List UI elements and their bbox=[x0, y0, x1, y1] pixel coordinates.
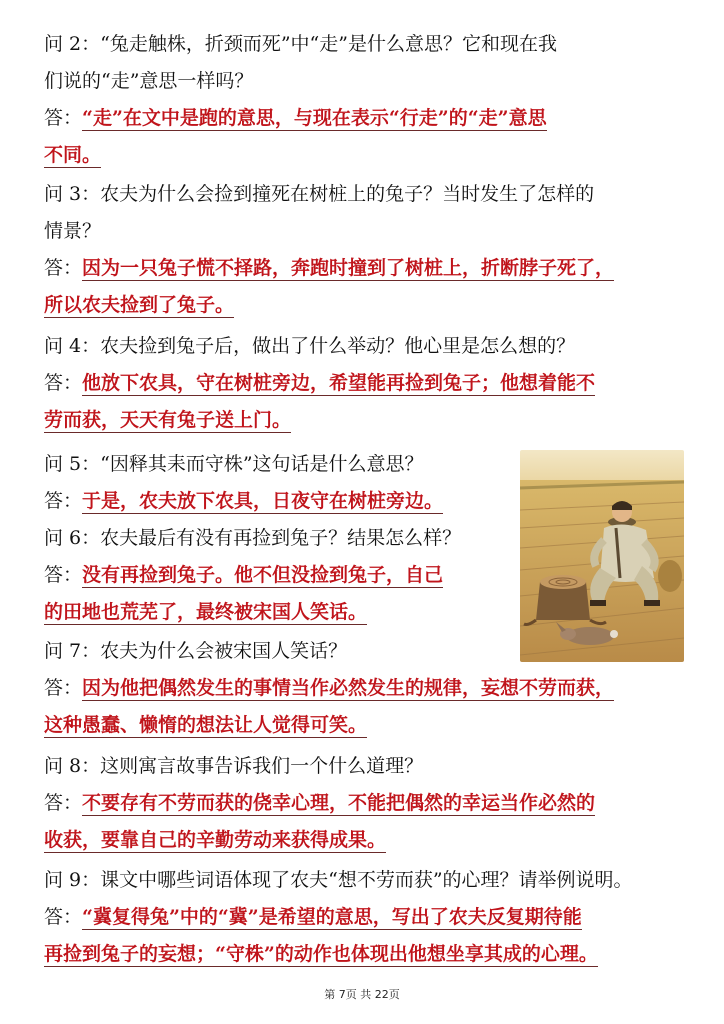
answer-6-text-1: 没有再捡到兔子。他不但没捡到兔子，自己 bbox=[82, 564, 444, 586]
answer-6-line-2 bbox=[44, 598, 367, 626]
answer-label: 答： bbox=[44, 490, 83, 512]
question-5-line-1: 问 5：“因释其耒而守株”这句话是什么意思？ bbox=[44, 453, 424, 475]
answer-4-text-1: 他放下农具，守在树桩旁边，希望能再捡到兔子；他想着能不 bbox=[82, 372, 596, 394]
question-2-line-2: 们说的“走”意思一样吗？ bbox=[44, 70, 254, 92]
answer-8-line-1 bbox=[44, 789, 595, 817]
answer-2-text-1: “走”在文中是跑的意思，与现在表示“行走”的“走”意思 bbox=[82, 107, 547, 129]
answer-9-text-2: 再捡到兔子的妄想；“守株”的动作也体现出他想坐享其成的心理。 bbox=[44, 943, 598, 965]
answer-7-text-2: 这种愚蠢、懒惰的想法让人觉得可笑。 bbox=[44, 714, 368, 736]
answer-label: 答： bbox=[44, 792, 83, 814]
question-2-line-1: 问 2：“兔走触株，折颈而死”中“走”是什么意思？它和现在我 bbox=[44, 33, 557, 55]
question-7-line-1: 问 7：农夫为什么会被宋国人笑话？ bbox=[44, 640, 348, 662]
answer-8-text-1: 不要存有不劳而获的侥幸心理，不能把偶然的幸运当作必然的 bbox=[82, 792, 596, 814]
question-3-line-2: 情景？ bbox=[44, 220, 102, 242]
answer-5-line-1 bbox=[44, 487, 443, 515]
answer-3-line-1 bbox=[44, 254, 614, 282]
answer-3-text-1: 因为一只兔子慌不择路，奔跑时撞到了树桩上，折断脖子死了， bbox=[82, 257, 615, 279]
answer-9-text-1: “冀复得兔”中的“冀”是希望的意思，写出了农夫反复期待能 bbox=[82, 906, 582, 928]
answer-9-line-1 bbox=[44, 903, 582, 931]
answer-6-text-2: 的田地也荒芜了，最终被宋国人笑话。 bbox=[44, 601, 368, 623]
answer-7-text-1: 因为他把偶然发生的事情当作必然发生的规律，妄想不劳而获， bbox=[82, 677, 615, 699]
answer-3-line-2 bbox=[44, 291, 234, 319]
question-6-line-1: 问 6：农夫最后有没有再捡到兔子？结果怎么样？ bbox=[44, 527, 462, 549]
answer-label: 答： bbox=[44, 906, 83, 928]
answer-9-line-2 bbox=[44, 940, 598, 968]
answer-2-line-2 bbox=[44, 141, 101, 169]
answer-8-line-2 bbox=[44, 826, 386, 854]
answer-7-line-2 bbox=[44, 711, 367, 739]
answer-5-text-1: 于是，农夫放下农具，日夜守在树桩旁边。 bbox=[82, 490, 444, 512]
answer-7-line-1 bbox=[44, 674, 614, 702]
answer-label: 答： bbox=[44, 107, 83, 129]
question-8-line-1: 问 8：这则寓言故事告诉我们一个什么道理？ bbox=[44, 755, 424, 777]
answer-8-text-2: 收获，要靠自己的辛勤劳动来获得成果。 bbox=[44, 829, 387, 851]
question-3-line-1: 问 3：农夫为什么会捡到撞死在树桩上的兔子？当时发生了怎样的 bbox=[44, 183, 595, 205]
question-4-line-1: 问 4：农夫捡到兔子后，做出了什么举动？他心里是怎么想的？ bbox=[44, 335, 576, 357]
farmer-stump-rabbit-illustration bbox=[520, 450, 684, 662]
answer-3-text-2: 所以农夫捡到了兔子。 bbox=[44, 294, 235, 316]
answer-label: 答： bbox=[44, 372, 83, 394]
answer-2-line-1 bbox=[44, 104, 547, 132]
answer-4-line-1 bbox=[44, 369, 595, 397]
answer-label: 答： bbox=[44, 677, 83, 699]
answer-4-line-2 bbox=[44, 406, 291, 434]
answer-4-text-2: 劳而获，天天有兔子送上门。 bbox=[44, 409, 292, 431]
question-9-line-1: 问 9：课文中哪些词语体现了农夫“想不劳而获”的心理？请举例说明。 bbox=[44, 869, 633, 891]
answer-label: 答： bbox=[44, 257, 83, 279]
answer-6-line-1 bbox=[44, 561, 443, 589]
answer-2-text-2: 不同。 bbox=[44, 144, 102, 166]
answer-label: 答： bbox=[44, 564, 83, 586]
page-footer: 第 7页 共 22页 bbox=[324, 988, 400, 1001]
